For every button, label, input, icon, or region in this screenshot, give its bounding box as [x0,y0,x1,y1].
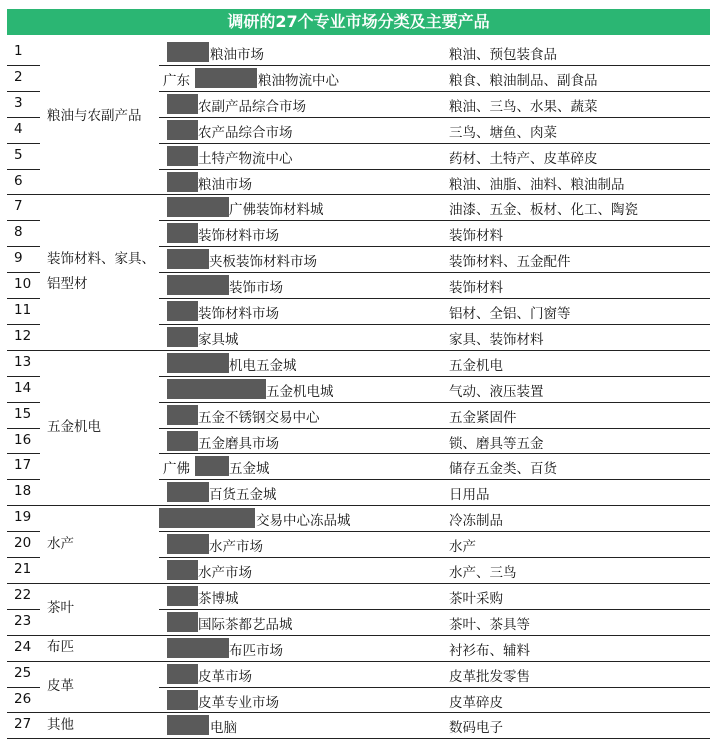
main-product: 粮油、三鸟、水果、蔬菜 [449,98,598,115]
category-divider [7,738,710,739]
category-label-line: 五金机电 [47,419,101,435]
redaction-block [167,664,198,684]
row-number: 9 [14,250,23,267]
redaction-block [167,197,229,217]
market-name: 机电五金城 [229,357,297,374]
market-name: 粮油物流中心 [258,72,339,89]
main-product: 粮油、油脂、油料、粮油制品 [449,176,625,193]
market-name-prefix: 广东 [163,72,190,89]
redaction-block [167,146,198,166]
main-product: 茶叶、茶具等 [449,616,530,633]
row-number: 12 [14,327,32,344]
category-label [47,635,74,660]
redaction-block [167,586,198,606]
market-name: 装饰材料市场 [198,306,279,322]
row-number: 17 [14,457,32,474]
market-name: 夹板装饰材料市场 [209,254,317,271]
redaction-block [167,431,198,451]
redaction-block [167,249,209,269]
table-row [0,350,714,376]
redaction-block [167,223,198,243]
table-row [0,531,714,557]
main-product: 冷冻制品 [449,513,503,530]
main-product: 装饰材料 [449,280,503,297]
market-name: 国际茶都艺品城 [198,616,293,633]
category-label-line: 水产 [47,535,74,552]
category-label-line: 布匹 [47,639,74,656]
main-product: 数码电子 [449,720,503,737]
table-row [0,169,714,195]
main-product: 衬衫布、辅料 [449,642,530,659]
main-product: 储存五金类、百货 [449,461,557,478]
redaction-block [167,379,266,399]
row-number: 2 [14,68,23,85]
main-product: 水产、三鸟 [449,565,517,581]
main-product: 五金紧固件 [449,409,517,426]
category-label [47,713,74,738]
market-name: 五金机电城 [266,383,334,400]
row-number: 4 [14,120,23,137]
category-label [47,247,155,297]
redaction-block [167,94,198,114]
row-number: 24 [14,638,32,655]
main-product: 皮革碎皮 [449,694,503,711]
row-number: 13 [14,353,32,370]
redaction-block [167,560,198,580]
row-number: 5 [14,146,23,163]
row-number: 8 [14,224,23,241]
redaction-block [167,327,198,347]
main-product: 五金机电 [449,357,503,374]
main-product: 粮油、预包装食品 [449,47,557,63]
market-name: 水产市场 [209,539,263,556]
main-product: 锁、磨具等五金 [449,435,544,452]
redaction-block [195,68,257,88]
market-name: 粮油市场 [210,47,264,63]
row-number: 22 [14,586,32,603]
redaction-block [195,456,229,476]
row-number: 3 [14,94,23,111]
main-product: 三鸟、塘鱼、肉菜 [449,124,557,141]
market-name: 粮油市场 [198,176,252,193]
row-number: 11 [14,302,32,318]
redaction-block [167,534,209,554]
market-name: 装饰市场 [229,280,283,297]
table-row [0,453,714,479]
row-number: 10 [14,276,32,293]
table-row [0,479,714,505]
category-label-line: 铝型材 [47,276,88,293]
row-number: 26 [14,690,32,707]
main-product: 药材、土特产、皮革碎皮 [449,150,598,167]
market-name: 农副产品综合市场 [198,98,306,115]
redaction-block [167,482,209,502]
table-row [0,712,714,738]
table-row [0,583,714,609]
table-row [0,220,714,246]
table-row [0,609,714,635]
category-label-line: 皮革 [47,678,74,694]
row-number: 27 [14,716,32,733]
category-label [47,104,142,129]
market-name: 水产市场 [198,565,252,581]
redaction-block [167,275,229,295]
table-row [0,143,714,169]
market-name: 布匹市场 [229,642,283,659]
table-row [0,505,714,531]
table-row [0,428,714,454]
main-product: 粮食、粮油制品、副食品 [449,72,598,89]
redaction-block [167,120,198,140]
row-number: 6 [14,172,23,189]
category-label [47,415,101,440]
category-label-line: 装饰材料、家具、 [47,251,155,268]
main-product: 水产 [449,539,476,556]
market-name: 装饰材料市场 [198,228,279,245]
main-product: 茶叶采购 [449,590,503,607]
redaction-block [167,715,209,735]
market-name: 农产品综合市场 [198,124,293,141]
row-number: 21 [14,561,32,577]
main-product: 日用品 [449,487,490,504]
main-product: 皮革批发零售 [449,668,530,685]
main-product: 装饰材料、五金配件 [449,254,571,271]
market-name: 茶博城 [198,590,239,607]
table-row [0,65,714,91]
redaction-block [167,172,198,192]
redaction-block [167,42,209,62]
main-product: 油漆、五金、板材、化工、陶瓷 [449,202,638,219]
row-number: 7 [14,198,23,215]
market-name-prefix: 广佛 [163,461,190,478]
market-name: 交易中心冻品城 [256,513,351,530]
main-product: 铝材、全铝、门窗等 [449,306,571,322]
row-number: 25 [14,664,32,681]
market-name: 五金磨具市场 [198,435,279,452]
row-number: 1 [14,43,23,59]
row-number: 23 [14,612,32,629]
market-name: 五金城 [229,461,270,478]
market-name: 五金不锈钢交易中心 [198,409,320,426]
redaction-block [159,508,255,528]
redaction-block [167,612,198,632]
category-label-line: 粮油与农副产品 [47,108,142,125]
redaction-block [167,353,229,373]
market-name: 广佛装饰材料城 [229,202,324,219]
table-row [0,39,714,65]
table-row [0,661,714,687]
row-number: 18 [14,483,32,500]
redaction-block [167,638,229,658]
market-name: 皮革市场 [198,668,252,685]
redaction-block [167,405,198,425]
category-label [47,596,74,621]
market-name: 家具城 [198,331,239,348]
category-label-line: 其他 [47,716,74,733]
table-row [0,324,714,350]
main-product: 家具、装饰材料 [449,331,544,348]
table-row [0,298,714,324]
table-row [0,557,714,583]
table-title: 调研的27个专业市场分类及主要产品 [7,9,710,35]
main-product: 装饰材料 [449,228,503,245]
row-number: 14 [14,379,32,396]
market-name: 电脑 [210,720,237,737]
market-name: 皮革专业市场 [198,694,279,711]
row-number: 19 [14,509,32,526]
row-number: 20 [14,535,32,552]
table-row [0,376,714,402]
row-number: 15 [14,405,32,422]
category-label [47,532,74,557]
table-row [0,635,714,661]
redaction-block [167,690,198,710]
market-name: 百货五金城 [209,487,277,504]
category-label [47,674,74,699]
table-row [0,402,714,428]
main-product: 气动、液压装置 [449,383,544,400]
row-number: 16 [14,431,32,448]
category-label-line: 茶叶 [47,600,74,617]
redaction-block [167,301,198,321]
table-row [0,194,714,220]
table-row [0,687,714,713]
market-name: 土特产物流中心 [198,150,293,167]
